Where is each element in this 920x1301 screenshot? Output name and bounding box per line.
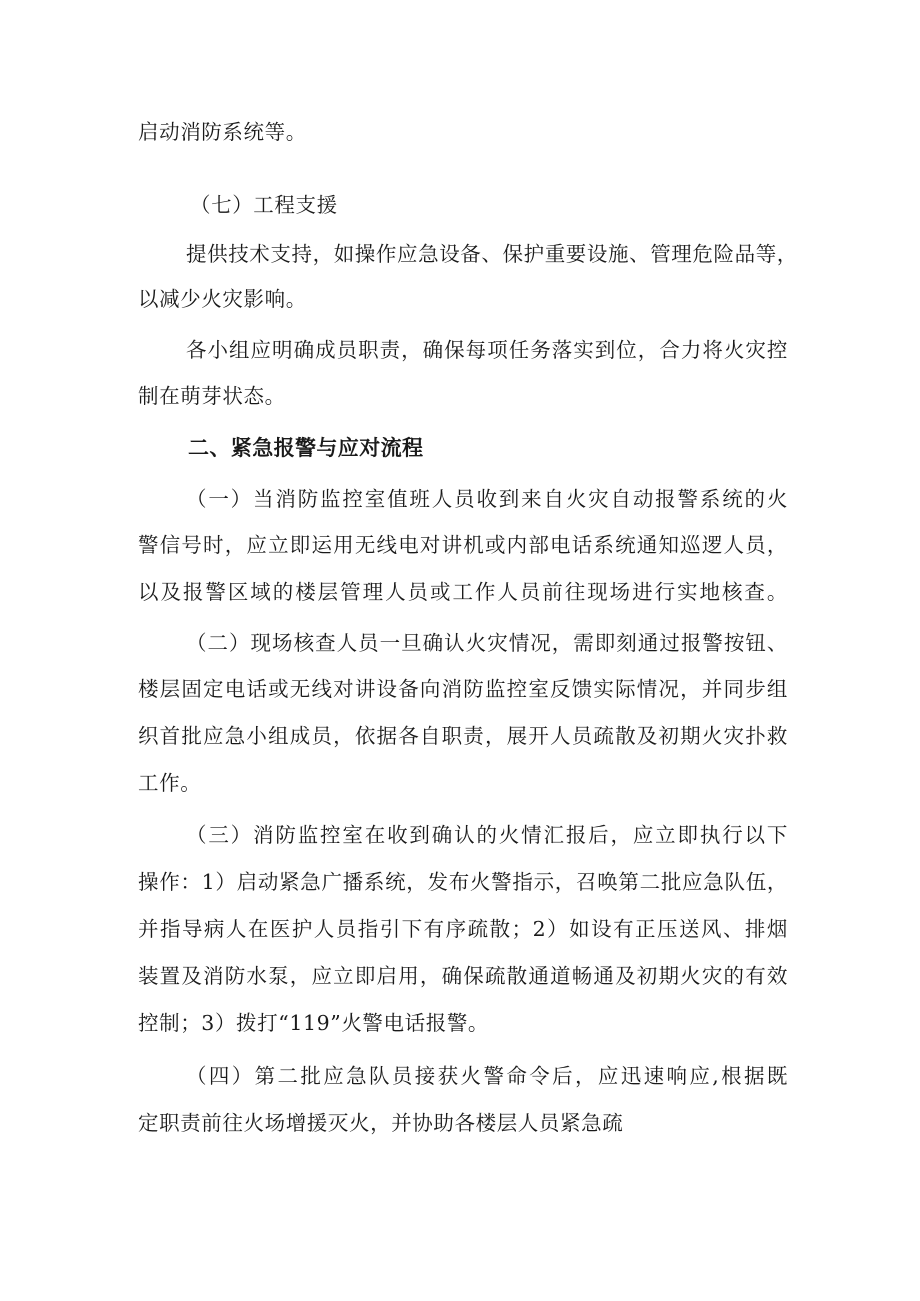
paragraph-line: （四）第二批应急队员接获火警命令后，应迅速响应,根据既 (186, 1064, 788, 1088)
paragraph-line: 装置及消防水泵，应立即启用，确保疏散通道畅通及初期火灾的有效 (138, 964, 788, 988)
paragraph-line: 提供技术支持，如操作应急设备、保护重要设施、管理危险品等， (186, 242, 798, 266)
paragraph-line: 以及报警区域的楼层管理人员或工作人员前往现场进行实地核查。 (138, 580, 788, 604)
paragraph-line: 警信号时，应立即运用无线电对讲机或内部电话系统通知巡逻人员， (138, 533, 788, 557)
paragraph-line: 楼层固定电话或无线对讲设备向消防监控室反馈实际情况，并同步组 (138, 677, 788, 701)
paragraph-line: 并指导病人在医护人员指引下有序疏散；2）如设有正压送风、排烟 (138, 917, 788, 941)
paragraph-line: （三）消防监控室在收到确认的火情汇报后，应立即执行以下 (186, 823, 788, 847)
section-subheading: （七）工程支援 (190, 193, 338, 217)
paragraph-line: 以减少火灾影响。 (138, 287, 307, 311)
paragraph-line: 制在萌芽状态。 (138, 384, 286, 408)
paragraph-line: 工作。 (138, 771, 202, 795)
paragraph-line: 织首批应急小组成员，依据各自职责，展开人员疏散及初期火灾扑救 (138, 724, 788, 748)
paragraph-line: 控制；3）拨打“119”火警电话报警。 (138, 1011, 490, 1035)
paragraph-line: 启动消防系统等。 (138, 120, 307, 144)
paragraph-line: 操作：1）启动紧急广播系统，发布火警指示，召唤第二批应急队伍， (138, 870, 788, 894)
paragraph-line: （二）现场核查人员一旦确认火灾情况，需即刻通过报警按钮、 (186, 631, 788, 655)
section-heading: 二、紧急报警与应对流程 (188, 436, 424, 460)
paragraph-line: 定职责前往火场增援灭火，并协助各楼层人员紧急疏 (138, 1111, 624, 1135)
paragraph-line: （一）当消防监控室值班人员收到来自火灾自动报警系统的火 (186, 487, 788, 511)
paragraph-line: 各小组应明确成员职责，确保每项任务落实到位，合力将火灾控 (186, 338, 788, 362)
